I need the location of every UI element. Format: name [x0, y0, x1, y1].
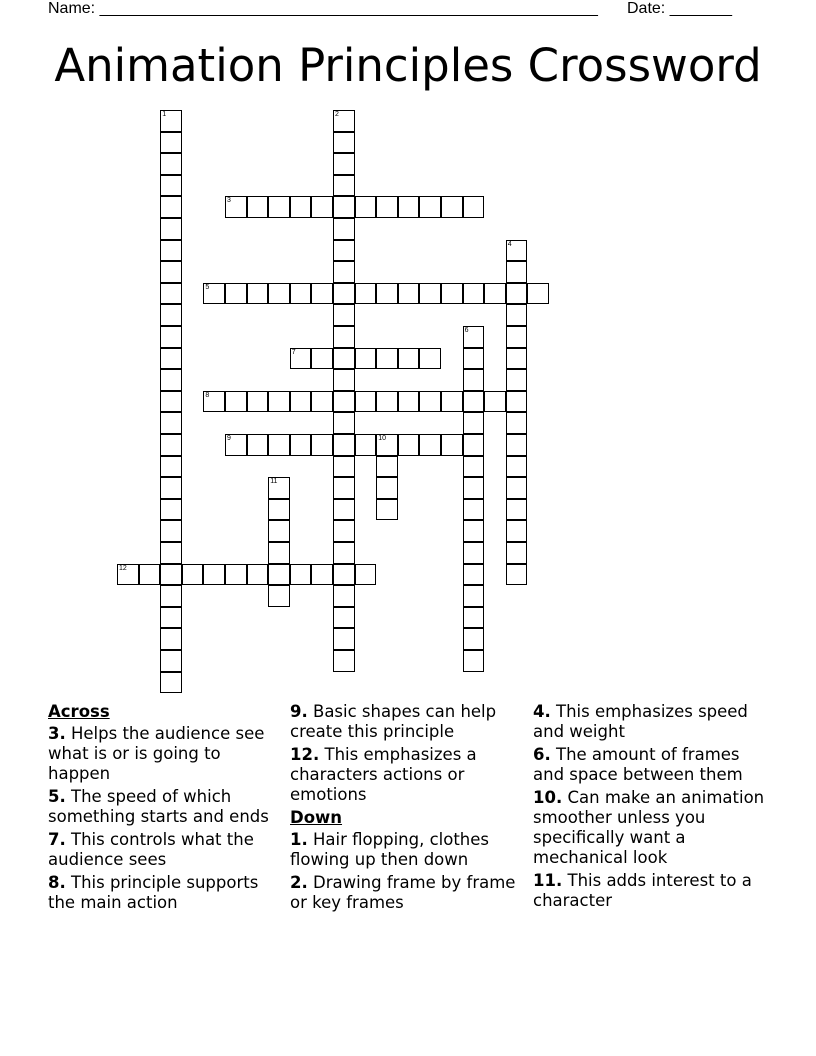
grid-cell[interactable]: [333, 153, 355, 175]
grid-cell[interactable]: [463, 369, 485, 391]
grid-cell[interactable]: [506, 456, 528, 478]
down-heading: Down: [290, 808, 343, 827]
grid-cell[interactable]: [160, 391, 182, 413]
grid-cell[interactable]: [247, 391, 269, 413]
clue-number: 2.: [290, 873, 308, 892]
grid-cell[interactable]: [463, 520, 485, 542]
clue-down-1: [290, 830, 528, 870]
grid-cell[interactable]: [160, 607, 182, 629]
grid-cell[interactable]: [463, 542, 485, 564]
grid-cell[interactable]: [247, 283, 269, 305]
grid-cell[interactable]: [376, 456, 398, 478]
grid-cell[interactable]: [463, 607, 485, 629]
cell-number: 8: [205, 391, 210, 399]
grid-cell[interactable]: [355, 391, 377, 413]
grid-cell[interactable]: [506, 499, 528, 521]
grid-cell[interactable]: [160, 218, 182, 240]
cell-number: 7: [291, 348, 296, 356]
grid-cell[interactable]: [203, 283, 225, 305]
grid-cell[interactable]: [160, 456, 182, 478]
grid-cell[interactable]: [290, 196, 312, 218]
grid-cell[interactable]: [333, 520, 355, 542]
grid-cell[interactable]: [419, 196, 441, 218]
clue-text: Helps the audience see what is or is going to happen: [48, 724, 265, 783]
grid-cell[interactable]: [333, 110, 355, 132]
grid-cell[interactable]: [441, 196, 463, 218]
clue-down-11: [533, 871, 771, 911]
cell-number: 5: [205, 283, 210, 291]
grid-cell[interactable]: [247, 196, 269, 218]
grid-cell[interactable]: [355, 348, 377, 370]
grid-cell[interactable]: [355, 283, 377, 305]
grid-cell[interactable]: [333, 585, 355, 607]
grid-cell[interactable]: [290, 391, 312, 413]
grid-cell[interactable]: [506, 520, 528, 542]
grid-cell[interactable]: [419, 283, 441, 305]
grid-cell[interactable]: [333, 261, 355, 283]
grid-cell[interactable]: [355, 564, 377, 586]
grid-cell[interactable]: [333, 456, 355, 478]
grid-cell[interactable]: [160, 132, 182, 154]
clues-column-2: [290, 702, 528, 916]
clue-text: The speed of which something starts and ends: [48, 787, 269, 826]
name-field-label: Name: ________________________________________________________: [48, 0, 598, 17]
clue-number: 10.: [533, 788, 563, 807]
clue-across-3: [48, 724, 286, 784]
page-title: Animation Principles Crossword: [54, 39, 762, 92]
grid-cell[interactable]: [333, 499, 355, 521]
clue-across-12: [290, 745, 528, 805]
grid-cell[interactable]: [333, 391, 355, 413]
grid-cell[interactable]: [290, 283, 312, 305]
clue-text: Can make an animation smoother unless you specifically want a mechanical look: [533, 788, 765, 867]
grid-cell[interactable]: [160, 240, 182, 262]
grid-cell[interactable]: [463, 196, 485, 218]
grid-cell[interactable]: [268, 477, 290, 499]
cell-number: 2: [335, 111, 339, 118]
grid-cell[interactable]: [506, 326, 528, 348]
grid-cell[interactable]: [160, 175, 182, 197]
grid-cell[interactable]: [117, 564, 139, 586]
clue-text: Drawing frame by frame or key frames: [290, 873, 516, 912]
grid-cell[interactable]: [506, 304, 528, 326]
grid-cell[interactable]: [268, 542, 290, 564]
grid-cell[interactable]: [311, 434, 333, 456]
clue-across-9: [290, 702, 528, 742]
grid-cell[interactable]: [506, 564, 528, 586]
grid-cell[interactable]: [398, 283, 420, 305]
clues-column-1: [48, 702, 286, 916]
grid-cell[interactable]: [333, 283, 355, 305]
grid-cell[interactable]: [441, 283, 463, 305]
grid-cell[interactable]: [225, 434, 247, 456]
grid-cell[interactable]: [463, 283, 485, 305]
grid-cell[interactable]: [268, 196, 290, 218]
grid-cell[interactable]: [441, 434, 463, 456]
grid-cell[interactable]: [333, 369, 355, 391]
grid-cell[interactable]: [311, 391, 333, 413]
grid-cell[interactable]: [398, 348, 420, 370]
clue-across-5: [48, 787, 286, 827]
grid-cell[interactable]: [463, 348, 485, 370]
grid-cell[interactable]: [333, 477, 355, 499]
clue-text: The amount of frames and space between them: [533, 745, 743, 784]
grid-cell[interactable]: [160, 477, 182, 499]
clue-down-2: [290, 873, 528, 913]
cell-number: 9: [227, 435, 231, 442]
grid-cell[interactable]: [484, 283, 506, 305]
grid-cell[interactable]: [398, 196, 420, 218]
clue-number: 9.: [290, 702, 308, 721]
grid-cell[interactable]: [333, 240, 355, 262]
clue-text: This principle supports the main action: [48, 873, 259, 912]
grid-cell[interactable]: [311, 196, 333, 218]
grid-cell[interactable]: [506, 412, 528, 434]
grid-cell[interactable]: [376, 391, 398, 413]
clue-text: Hair flopping, clothes flowing up then down: [290, 830, 489, 869]
cell-number: 6: [464, 327, 469, 334]
grid-cell[interactable]: [463, 326, 485, 348]
grid-cell[interactable]: [333, 304, 355, 326]
grid-cell[interactable]: [398, 391, 420, 413]
across-heading: Across: [48, 702, 110, 721]
grid-cell[interactable]: [160, 585, 182, 607]
grid-cell[interactable]: [463, 434, 485, 456]
grid-cell[interactable]: [160, 283, 182, 305]
grid-cell[interactable]: [225, 391, 247, 413]
grid-cell[interactable]: [160, 628, 182, 650]
cell-number: 12: [119, 564, 127, 572]
grid-cell[interactable]: [160, 412, 182, 434]
grid-cell[interactable]: [463, 650, 485, 672]
grid-cell[interactable]: [247, 564, 269, 586]
grid-cell[interactable]: [160, 153, 182, 175]
grid-cell[interactable]: [506, 391, 528, 413]
grid-cell[interactable]: [419, 391, 441, 413]
clue-text: This emphasizes speed and weight: [533, 702, 748, 741]
cell-number: 11: [270, 478, 278, 486]
grid-cell[interactable]: [160, 326, 182, 348]
grid-cell[interactable]: [506, 542, 528, 564]
grid-cell[interactable]: [160, 542, 182, 564]
grid-cell[interactable]: [463, 499, 485, 521]
grid-cell[interactable]: [333, 132, 355, 154]
grid-cell[interactable]: [225, 283, 247, 305]
clue-text: This emphasizes a characters actions or emotions: [290, 745, 477, 804]
date-field-label: Date: _______: [627, 0, 732, 17]
grid-cell[interactable]: [268, 585, 290, 607]
clue-down-4: [533, 702, 771, 742]
clues-column-3: [533, 702, 771, 914]
clue-number: 1.: [290, 830, 308, 849]
clue-down-10: [533, 788, 771, 868]
grid-cell[interactable]: [419, 348, 441, 370]
grid-cell[interactable]: [203, 391, 225, 413]
grid-cell[interactable]: [463, 585, 485, 607]
grid-cell[interactable]: [160, 369, 182, 391]
grid-cell[interactable]: [333, 175, 355, 197]
grid-cell[interactable]: [160, 650, 182, 672]
grid-cell[interactable]: [506, 477, 528, 499]
clue-number: 11.: [533, 871, 563, 890]
grid-cell[interactable]: [333, 564, 355, 586]
grid-cell[interactable]: [527, 283, 549, 305]
grid-cell[interactable]: [333, 607, 355, 629]
grid-cell[interactable]: [311, 348, 333, 370]
grid-cell[interactable]: [247, 434, 269, 456]
grid-cell[interactable]: [463, 412, 485, 434]
grid-cell[interactable]: [311, 283, 333, 305]
grid-cell[interactable]: [376, 499, 398, 521]
grid-cell[interactable]: [311, 564, 333, 586]
clue-number: 6.: [533, 745, 551, 764]
grid-cell[interactable]: [441, 391, 463, 413]
grid-cell[interactable]: [160, 348, 182, 370]
grid-cell[interactable]: [268, 564, 290, 586]
grid-cell[interactable]: [419, 434, 441, 456]
cell-number: 4: [507, 240, 512, 248]
grid-cell[interactable]: [506, 261, 528, 283]
grid-cell[interactable]: [225, 564, 247, 586]
grid-cell[interactable]: [484, 391, 506, 413]
grid-cell[interactable]: [355, 434, 377, 456]
clue-number: 7.: [48, 830, 66, 849]
clue-text: This controls what the audience sees: [48, 830, 254, 869]
grid-cell[interactable]: [506, 283, 528, 305]
grid-cell[interactable]: [355, 196, 377, 218]
grid-cell[interactable]: [290, 564, 312, 586]
grid-cell[interactable]: [333, 628, 355, 650]
clue-down-6: [533, 745, 771, 785]
grid-cell[interactable]: [333, 326, 355, 348]
grid-cell[interactable]: [268, 434, 290, 456]
grid-cell[interactable]: [333, 218, 355, 240]
grid-cell[interactable]: [333, 196, 355, 218]
clue-number: 5.: [48, 787, 66, 806]
grid-cell[interactable]: [506, 348, 528, 370]
grid-cell[interactable]: [463, 628, 485, 650]
grid-cell[interactable]: [290, 434, 312, 456]
grid-cell[interactable]: [463, 477, 485, 499]
grid-cell[interactable]: [290, 348, 312, 370]
grid-cell[interactable]: [268, 283, 290, 305]
grid-cell[interactable]: [160, 110, 182, 132]
clue-across-7: [48, 830, 286, 870]
grid-cell[interactable]: [268, 391, 290, 413]
grid-cell[interactable]: [333, 412, 355, 434]
grid-cell[interactable]: [160, 196, 182, 218]
grid-cell[interactable]: [160, 499, 182, 521]
cell-number: 3: [227, 197, 231, 205]
clue-number: 8.: [48, 873, 66, 892]
grid-cell[interactable]: [160, 520, 182, 542]
clue-across-8: [48, 873, 286, 913]
grid-cell[interactable]: [376, 196, 398, 218]
grid-cell[interactable]: [182, 564, 204, 586]
grid-cell[interactable]: [160, 304, 182, 326]
clue-number: 12.: [290, 745, 320, 764]
grid-cell[interactable]: [463, 391, 485, 413]
grid-cell[interactable]: [139, 564, 161, 586]
cell-number: 10: [378, 435, 386, 442]
cell-number: 1: [162, 111, 167, 118]
grid-cell[interactable]: [160, 672, 182, 694]
grid-cell[interactable]: [160, 434, 182, 456]
grid-cell[interactable]: [160, 261, 182, 283]
grid-cell[interactable]: [333, 650, 355, 672]
grid-cell[interactable]: [463, 564, 485, 586]
grid-cell[interactable]: [333, 542, 355, 564]
grid-cell[interactable]: [203, 564, 225, 586]
grid-cell[interactable]: [506, 369, 528, 391]
grid-cell[interactable]: [225, 196, 247, 218]
clue-text: This adds interest to a character: [533, 871, 752, 910]
grid-cell[interactable]: [463, 456, 485, 478]
clue-text: Basic shapes can help create this principle: [290, 702, 497, 741]
grid-cell[interactable]: [376, 283, 398, 305]
grid-cell[interactable]: [333, 348, 355, 370]
grid-cell[interactable]: [333, 434, 355, 456]
grid-cell[interactable]: [376, 477, 398, 499]
grid-cell[interactable]: [268, 520, 290, 542]
grid-cell[interactable]: [506, 240, 528, 262]
clue-number: 4.: [533, 702, 551, 721]
grid-cell[interactable]: [376, 434, 398, 456]
grid-cell[interactable]: [268, 499, 290, 521]
grid-cell[interactable]: [506, 434, 528, 456]
grid-cell[interactable]: [160, 564, 182, 586]
grid-cell[interactable]: [376, 348, 398, 370]
clue-number: 3.: [48, 724, 66, 743]
grid-cell[interactable]: [398, 434, 420, 456]
